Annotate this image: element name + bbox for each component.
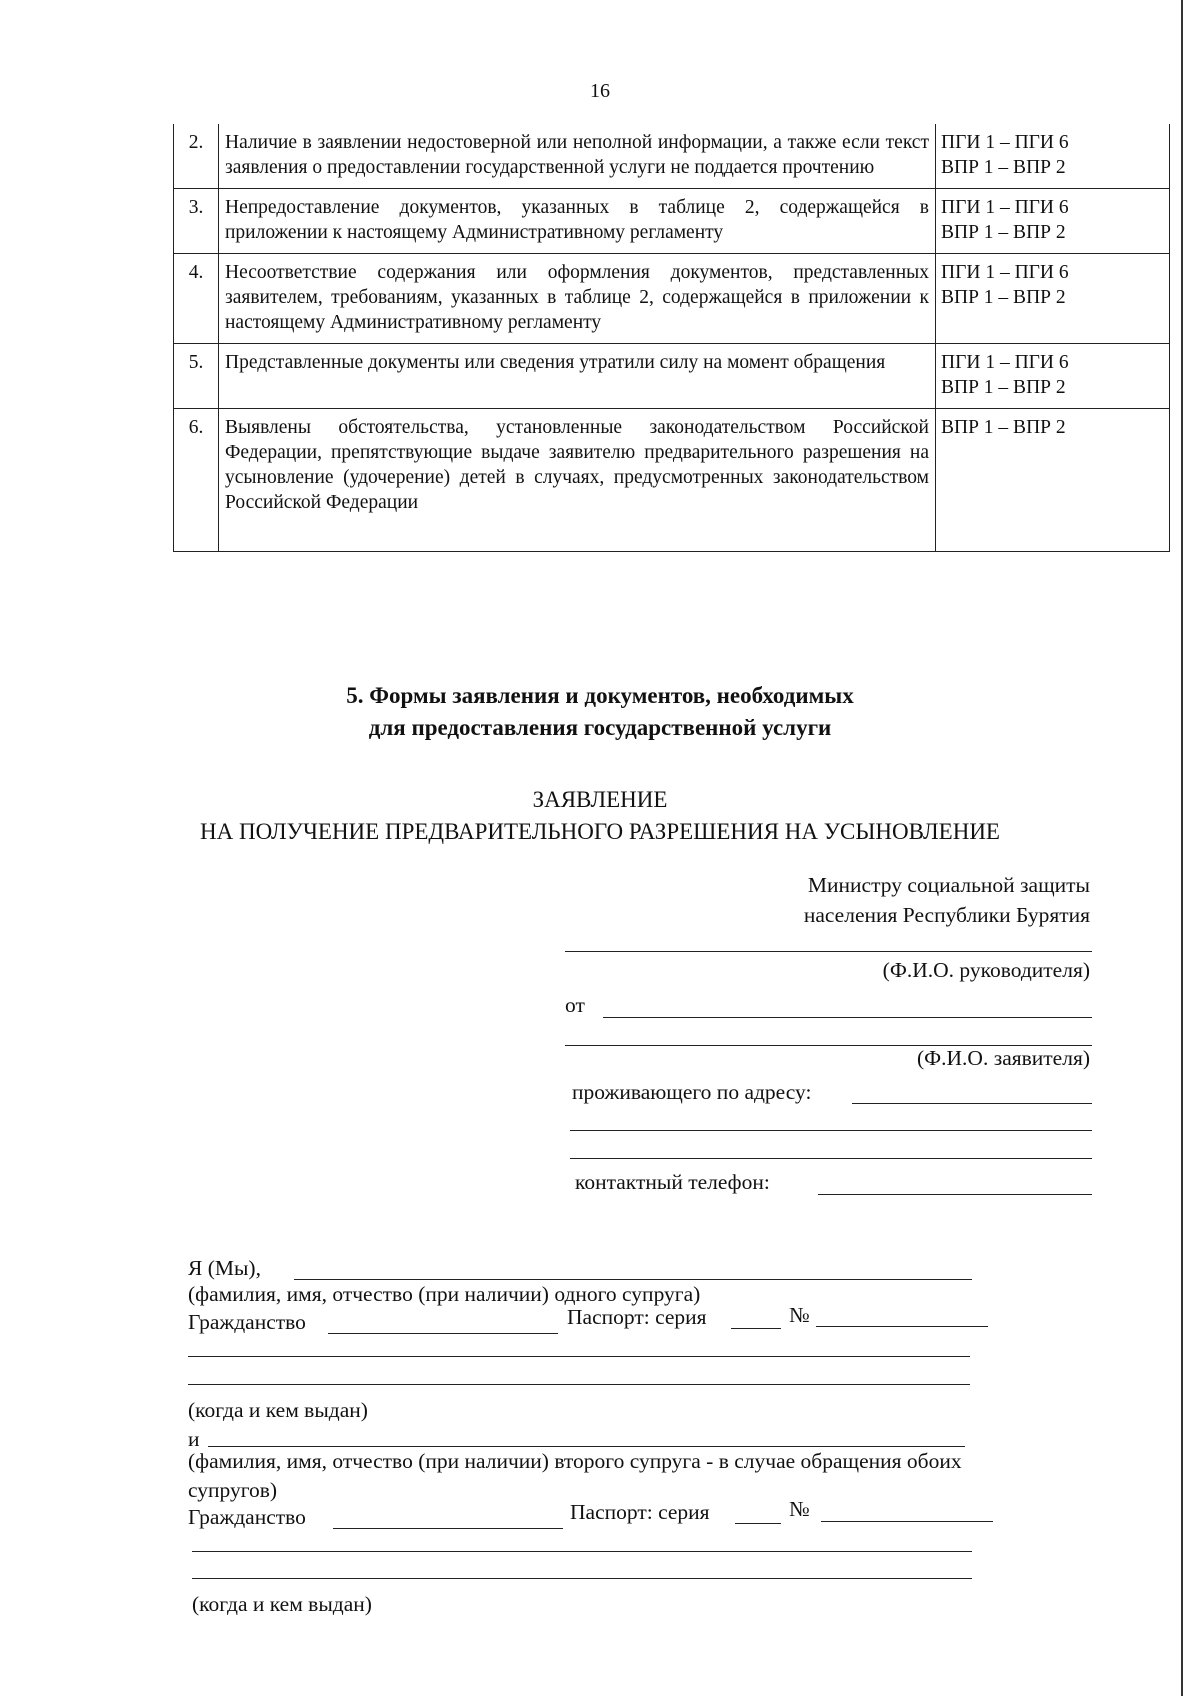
issued-caption: (когда и кем выдан) [188, 1398, 368, 1422]
code-line: ВПР 1 – ВПР 2 [941, 417, 1066, 438]
spouse1-caption: (фамилия, имя, отчество (при наличии) одного супруга) [188, 1282, 701, 1306]
phone-label: контактный телефон: [575, 1170, 770, 1194]
addressee [804, 870, 1090, 930]
section-title-line: для предоставления государственной услуги [368, 715, 832, 740]
code-line: ПГИ 1 – ПГИ 6 [941, 132, 1069, 153]
spouse2-caption: (фамилия, имя, отчество (при наличии) второго супруга - в случае обращения обоих [188, 1449, 962, 1473]
address-field[interactable] [852, 1103, 1092, 1104]
table-row [174, 254, 1170, 344]
row-codes [936, 189, 1170, 254]
form-title-line: НА ПОЛУЧЕНИЕ ПРЕДВАРИТЕЛЬНОГО РАЗРЕШЕНИЯ НА УСЫНОВЛЕНИЕ [200, 819, 1000, 844]
row-text: Непредоставление документов, указанных в таблице 2, содержащейся в приложении к настоящему Административному регламенту [219, 189, 936, 254]
addressee-line: Министру социальной защиты [807, 873, 1090, 897]
passport-series-field-2[interactable] [735, 1523, 781, 1524]
passport-series-label: Паспорт: серия [567, 1305, 707, 1329]
row-number: 6. [174, 409, 219, 552]
row-text: Выявлены обстоятельства, установленные законодательством Российской Федерации, препятствующие выдаче заявителю предварительного разрешения на усыновление (удочерение) детей в случаях, предусмотренных законодательством Российской Федерации [219, 409, 936, 552]
number-sign: № [789, 1497, 810, 1521]
from-label: от [565, 993, 585, 1017]
issued-caption: (когда и кем выдан) [192, 1592, 372, 1616]
spouse1-name-field[interactable] [294, 1279, 972, 1280]
spouse2-caption-cont: супругов) [188, 1478, 278, 1502]
passport-issued-field-line2[interactable] [188, 1384, 970, 1385]
passport-series-field[interactable] [731, 1328, 781, 1329]
row-codes [936, 409, 1170, 552]
code-line: ВПР 1 – ВПР 2 [941, 222, 1066, 243]
table-row [174, 409, 1170, 552]
code-line: ПГИ 1 – ПГИ 6 [941, 262, 1069, 283]
applicant-caption: (Ф.И.О. заявителя) [917, 1046, 1090, 1070]
row-number: 4. [174, 254, 219, 344]
row-text: Несоответствие содержания или оформления документов, представленных заявителем, требованиям, указанных в таблице 2, содержащейся в приложении к настоящему Административному регламенту [219, 254, 936, 344]
phone-field[interactable] [818, 1194, 1092, 1195]
row-codes [936, 124, 1170, 189]
passport-issued-field[interactable] [188, 1356, 970, 1357]
address-label: проживающего по адресу: [572, 1080, 812, 1104]
head-caption: (Ф.И.О. руководителя) [882, 958, 1090, 982]
row-text: Представленные документы или сведения утратили силу на момент обращения [219, 344, 936, 409]
table-row [174, 344, 1170, 409]
citizenship-label: Гражданство [188, 1505, 306, 1529]
passport-number-field[interactable] [816, 1326, 988, 1327]
code-line: ВПР 1 – ВПР 2 [941, 287, 1066, 308]
passport2-issued-field[interactable] [192, 1551, 972, 1552]
section-title-line: 5. Формы заявления и документов, необходимых [346, 683, 854, 708]
row-number: 2. [174, 124, 219, 189]
spouse2-name-field[interactable] [208, 1446, 965, 1447]
passport2-issued-field-line2[interactable] [192, 1578, 972, 1579]
page-edge [1181, 0, 1183, 1696]
form-title [0, 784, 1200, 848]
table-row [174, 124, 1170, 189]
code-line: ПГИ 1 – ПГИ 6 [941, 197, 1069, 218]
row-codes [936, 254, 1170, 344]
page-number: 16 [590, 80, 610, 102]
passport-series-label: Паспорт: серия [570, 1500, 710, 1524]
table-row [174, 189, 1170, 254]
citizenship-field-2[interactable] [333, 1528, 563, 1529]
row-text: Наличие в заявлении недостоверной или неполной информации, а также если текст заявления о предоставлении государственной услуги не поддается прочтению [219, 124, 936, 189]
row-codes [936, 344, 1170, 409]
code-line: ПГИ 1 – ПГИ 6 [941, 352, 1069, 373]
applicant-name-field[interactable] [603, 1017, 1092, 1018]
form-title-line: ЗАЯВЛЕНИЕ [532, 787, 668, 812]
number-sign: № [789, 1303, 810, 1327]
code-line: ВПР 1 – ВПР 2 [941, 157, 1066, 178]
row-number: 5. [174, 344, 219, 409]
addressee-line: населения Республики Бурятия [803, 903, 1090, 927]
section-title [0, 680, 1200, 744]
i-we-label: Я (Мы), [188, 1256, 261, 1280]
address-field-line3[interactable] [570, 1158, 1092, 1159]
refusal-reasons-table [173, 124, 1170, 552]
code-line: ВПР 1 – ВПР 2 [941, 377, 1066, 398]
citizenship-label: Гражданство [188, 1310, 306, 1334]
address-field-line2[interactable] [570, 1130, 1092, 1131]
row-number: 3. [174, 189, 219, 254]
citizenship-field[interactable] [328, 1333, 558, 1334]
passport-number-field-2[interactable] [821, 1521, 993, 1522]
and-label: и [188, 1427, 200, 1451]
head-name-field[interactable] [565, 951, 1092, 952]
